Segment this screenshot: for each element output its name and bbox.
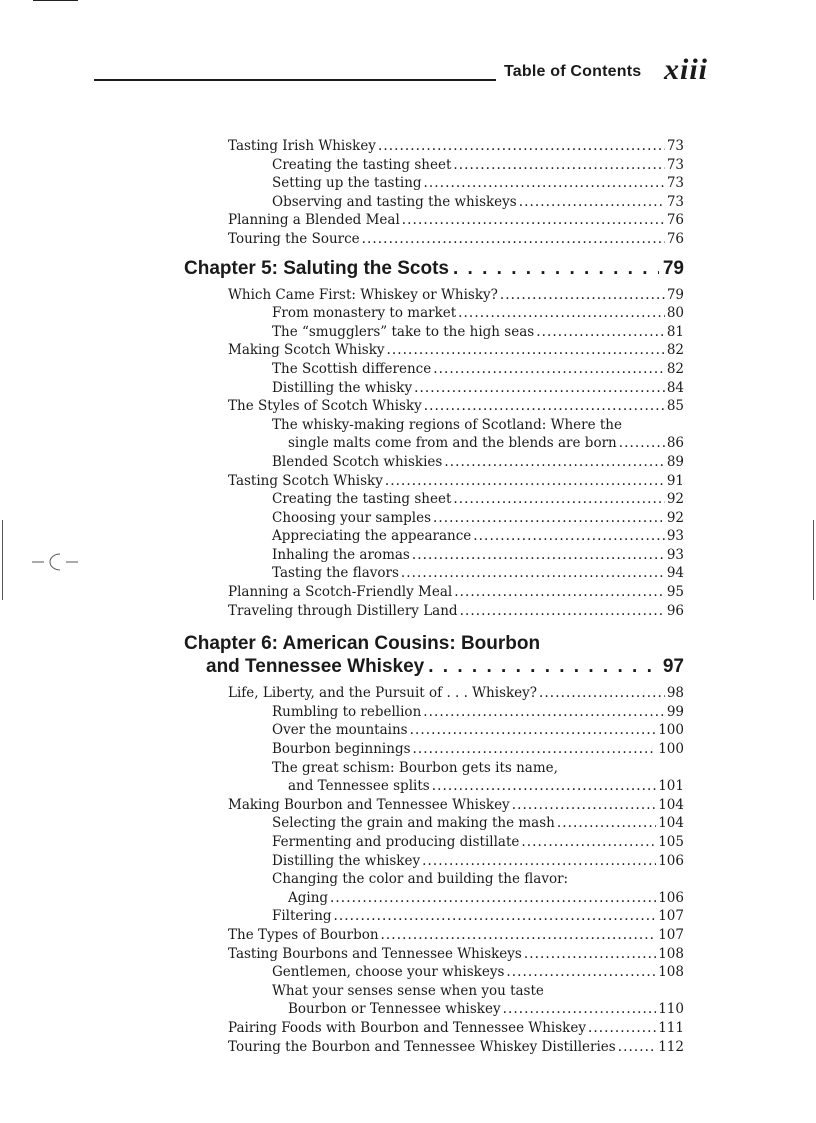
toc-entry-page: 80 — [666, 305, 684, 322]
leader-dots — [473, 527, 665, 546]
toc-entry[interactable] — [184, 796, 684, 815]
toc-entry-text: Making Bourbon and Tennessee Whiskey — [228, 796, 510, 813]
toc-entry-page: 82 — [666, 360, 684, 377]
toc-entry[interactable] — [184, 323, 684, 342]
toc-entry-page: 86 — [666, 435, 684, 452]
toc-entry-text: Touring the Source — [228, 230, 360, 247]
leader-dots — [362, 230, 665, 249]
toc-entry[interactable] — [184, 777, 684, 796]
toc-entry-page: 105 — [658, 834, 684, 850]
toc-entry[interactable] — [184, 286, 684, 305]
toc-entry[interactable] — [184, 156, 684, 175]
leader-dots — [460, 602, 665, 621]
toc-entry[interactable] — [184, 211, 684, 230]
leader-dots — [387, 341, 665, 360]
toc-entry-page: 73 — [666, 193, 684, 210]
toc-entry[interactable] — [184, 1038, 684, 1057]
toc-entry[interactable] — [184, 564, 684, 583]
toc-entry-page: 108 — [658, 964, 684, 981]
toc-entry[interactable] — [184, 490, 684, 509]
toc-entry-page: 91 — [666, 472, 684, 489]
toc-entry-text: Creating the tasting sheet — [272, 156, 452, 173]
toc-entry[interactable] — [184, 1000, 684, 1019]
leader-dots — [424, 397, 665, 416]
toc-entry-text: Setting up the tasting — [272, 175, 422, 192]
leader-dots — [557, 814, 656, 833]
toc-entry[interactable] — [184, 397, 684, 416]
toc-entry[interactable] — [184, 945, 684, 964]
toc-entry-text: Rumbling to rebellion — [272, 703, 422, 720]
registration-mark-icon — [30, 550, 80, 574]
toc-entry[interactable] — [184, 509, 684, 528]
toc-entry-text: The Types of Bourbon — [228, 926, 379, 943]
toc-entry-page: 89 — [666, 453, 684, 470]
header-rule — [94, 79, 496, 81]
chapter-6-heading[interactable] — [184, 632, 684, 678]
toc-entry[interactable] — [184, 230, 684, 249]
toc-entry-page: 76 — [666, 230, 684, 247]
chapter-page: 79 — [662, 257, 684, 279]
toc-entry[interactable] — [184, 870, 684, 889]
toc-entry-page: 92 — [666, 491, 684, 508]
crop-mark-left — [2, 520, 3, 600]
chapter-title-line-2: and Tennessee Whiskey — [206, 656, 425, 678]
toc-entry-text: Planning a Blended Meal — [228, 212, 400, 229]
chapter-6-entries — [184, 684, 684, 1056]
running-header-title: Table of Contents — [504, 63, 642, 80]
leader-dots — [433, 360, 665, 379]
toc-entry[interactable] — [184, 360, 684, 379]
toc-entry-page: 73 — [666, 138, 684, 154]
toc-entry-text: The whisky-making regions of Scotland: Where the — [272, 416, 622, 433]
toc-entry-page: 100 — [658, 741, 684, 758]
toc-entry-text: single malts come from and the blends are born — [288, 435, 617, 452]
chapter-5-heading[interactable] — [184, 257, 684, 280]
toc-entry-page: 104 — [658, 796, 684, 813]
toc-entry-page: 76 — [666, 212, 684, 229]
toc-entry[interactable] — [184, 602, 684, 621]
toc-entry-text: Tasting Bourbons and Tennessee Whiskeys — [228, 945, 522, 962]
chapter-5-entries — [184, 286, 684, 621]
toc-entry-text: Bourbon or Tennessee whiskey — [288, 1001, 501, 1018]
toc-entry-text: What your senses sense when you taste — [272, 982, 544, 999]
leader-dots — [385, 472, 665, 491]
crop-mark-top — [33, 0, 78, 1]
leader-dots — [454, 583, 665, 602]
toc-entry-text: Appreciating the appearance — [272, 528, 472, 545]
toc-entry-text: Selecting the grain and making the mash — [272, 815, 555, 832]
toc-entry[interactable] — [184, 472, 684, 491]
toc-entry-text: Touring the Bourbon and Tennessee Whiskey Distilleries — [228, 1038, 616, 1055]
toc-entry-text: Gentlemen, choose your whiskeys — [272, 964, 505, 981]
toc-entry[interactable] — [184, 546, 684, 565]
leader-dots — [536, 323, 665, 342]
leader-dots — [422, 852, 656, 871]
toc-entry[interactable] — [184, 304, 684, 323]
toc-entry-text: The Scottish difference — [272, 360, 432, 377]
toc-entry-page: 104 — [658, 815, 684, 832]
leader-dots — [619, 434, 665, 453]
toc-entry-page: 84 — [666, 379, 684, 396]
toc-entry-page: 79 — [666, 286, 684, 303]
leader-dots — [521, 833, 656, 852]
toc-entry-text: Observing and tasting the whiskeys — [272, 193, 517, 210]
toc-entry-text: The great schism: Bourbon gets its name, — [272, 759, 558, 776]
leader-dots — [588, 1019, 656, 1038]
toc-entry-page: 99 — [666, 703, 684, 720]
toc-entry-text: Which Came First: Whiskey or Whisky? — [228, 286, 498, 303]
toc-entry-page: 85 — [666, 398, 684, 415]
leader-dots — [433, 509, 665, 528]
page-number: xiii — [664, 53, 709, 86]
toc-entry[interactable] — [184, 527, 684, 546]
toc-entry-text: Filtering — [272, 908, 332, 925]
leader-dots — [423, 703, 665, 722]
toc-entry-text: Distilling the whisky — [272, 379, 413, 396]
toc-entry-text: Tasting the flavors — [272, 565, 399, 582]
chapter-title: Chapter 5: Saluting the Scots — [184, 257, 449, 279]
toc-entry-page: 106 — [658, 852, 684, 869]
toc-entry-text: Choosing your samples — [272, 509, 432, 526]
leader-dots — [453, 257, 659, 280]
leader-dots — [524, 945, 656, 964]
chapter-title-line-1: Chapter 6: American Cousins: Bourbon — [184, 633, 541, 655]
leader-dots — [410, 721, 657, 740]
toc-entry-text: From monastery to market — [272, 305, 457, 322]
toc-entry[interactable] — [184, 740, 684, 759]
leader-dots — [428, 655, 659, 678]
table-of-contents — [184, 137, 684, 1056]
toc-entry-text: Tasting Irish Whiskey — [228, 138, 376, 154]
toc-entry-text: Fermenting and producing distillate — [272, 834, 520, 850]
leader-dots — [618, 1038, 657, 1057]
toc-entry-text: The Styles of Scotch Whisky — [228, 398, 422, 415]
toc-entry-page: 92 — [666, 509, 684, 526]
toc-entry[interactable] — [184, 193, 684, 212]
toc-entry-text: Aging — [288, 889, 329, 906]
leader-dots — [506, 963, 656, 982]
toc-entry-page: 73 — [666, 175, 684, 192]
toc-entry-text: Bourbon beginnings — [272, 741, 411, 758]
toc-entry-page: 93 — [666, 528, 684, 545]
toc-entry-page: 81 — [666, 323, 684, 340]
toc-entry-page: 95 — [666, 584, 684, 601]
toc-entry[interactable] — [184, 434, 684, 453]
toc-entry-page: 93 — [666, 546, 684, 563]
toc-entry-page: 94 — [666, 565, 684, 582]
toc-entry-page: 110 — [658, 1001, 684, 1018]
leader-dots — [453, 490, 664, 509]
toc-entry[interactable] — [184, 907, 684, 926]
crop-mark-right — [813, 520, 814, 600]
toc-entry[interactable] — [184, 759, 684, 778]
toc-entry-page: 108 — [658, 945, 684, 962]
toc-entry-page: 106 — [658, 889, 684, 906]
toc-entry-text: Distilling the whiskey — [272, 852, 421, 869]
chapter-page: 97 — [662, 656, 684, 678]
toc-entry[interactable] — [184, 982, 684, 1001]
toc-entry-page: 107 — [658, 926, 684, 943]
leader-dots — [412, 546, 665, 565]
toc-entry-page: 107 — [658, 908, 684, 925]
toc-entry[interactable] — [184, 684, 684, 703]
leader-dots — [444, 453, 665, 472]
leader-dots — [458, 304, 665, 323]
toc-entry[interactable] — [184, 963, 684, 982]
leader-dots — [330, 889, 656, 908]
toc-entry-text: Creating the tasting sheet — [272, 491, 452, 508]
toc-entry-text: and Tennessee splits — [288, 778, 430, 795]
toc-entry-page: 98 — [666, 685, 684, 702]
leader-dots — [432, 777, 657, 796]
leader-dots — [453, 156, 664, 175]
toc-entry-text: Making Scotch Whisky — [228, 342, 385, 359]
toc-entry[interactable] — [184, 416, 684, 435]
toc-entry-page: 73 — [666, 156, 684, 173]
toc-entry-text: Tasting Scotch Whisky — [228, 472, 383, 489]
toc-entry[interactable] — [184, 852, 684, 871]
toc-entry-page: 96 — [666, 602, 684, 619]
toc-entry[interactable] — [184, 1019, 684, 1038]
leader-dots — [381, 926, 657, 945]
leader-dots — [424, 174, 665, 193]
toc-entry[interactable] — [184, 341, 684, 360]
toc-entry-text: Traveling through Distillery Land — [228, 602, 458, 619]
toc-entry-page: 112 — [658, 1038, 684, 1055]
leader-dots — [378, 137, 665, 156]
toc-entry[interactable] — [184, 926, 684, 945]
toc-entry[interactable] — [184, 889, 684, 908]
toc-entry-text: Changing the color and building the flavor: — [272, 871, 569, 888]
toc-entry-text: Life, Liberty, and the Pursuit of . . . Whiskey? — [228, 685, 538, 702]
leader-dots — [539, 684, 665, 703]
toc-entry[interactable] — [184, 379, 684, 398]
leader-dots — [401, 564, 665, 583]
toc-entry[interactable] — [184, 453, 684, 472]
leader-dots — [519, 193, 665, 212]
toc-entry[interactable] — [184, 814, 684, 833]
toc-entry-text: Inhaling the aromas — [272, 546, 410, 563]
leader-dots — [512, 796, 657, 815]
toc-entry[interactable] — [184, 137, 684, 156]
toc-entry-page: 101 — [658, 778, 684, 795]
leader-dots — [500, 286, 665, 305]
toc-entry-text: Planning a Scotch-Friendly Meal — [228, 584, 453, 601]
toc-entry[interactable] — [184, 833, 684, 852]
toc-entry[interactable] — [184, 583, 684, 602]
toc-entry-text: The “smugglers” take to the high seas — [272, 323, 535, 340]
toc-entry-text: Blended Scotch whiskies — [272, 453, 443, 470]
toc-entry-text: Over the mountains — [272, 722, 408, 739]
toc-entry-page: 111 — [658, 1019, 684, 1036]
leader-dots — [402, 211, 665, 230]
entries-top — [184, 137, 684, 249]
leader-dots — [503, 1000, 657, 1019]
toc-entry[interactable] — [184, 174, 684, 193]
toc-entry[interactable] — [184, 721, 684, 740]
leader-dots — [334, 907, 657, 926]
leader-dots — [414, 379, 665, 398]
toc-entry-page: 100 — [658, 722, 684, 739]
toc-entry[interactable] — [184, 703, 684, 722]
toc-entry-page: 82 — [666, 342, 684, 359]
toc-entry-text: Pairing Foods with Bourbon and Tennessee Whiskey — [228, 1019, 586, 1036]
leader-dots — [413, 740, 657, 759]
